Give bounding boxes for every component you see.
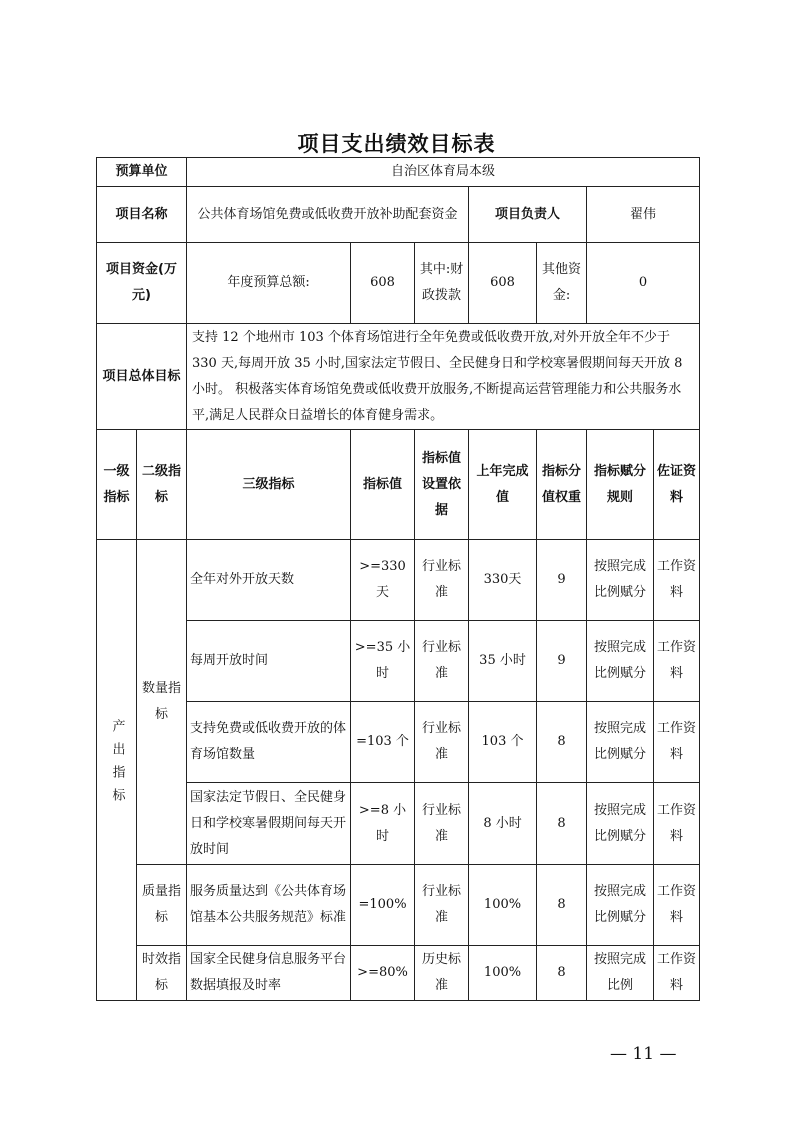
- indicator-name: 国家法定节假日、全民健身日和学校寒暑假期间每天开放时间: [187, 783, 351, 865]
- group-quantity: 数量指标: [137, 540, 187, 865]
- indicator-basis: 行业标准: [415, 702, 469, 783]
- level1-output: 产出指标: [97, 540, 137, 1001]
- budget-unit-value: 自治区体育局本级: [187, 158, 700, 187]
- other-funds-value: 0: [587, 243, 700, 324]
- indicator-weight: 8: [537, 702, 587, 783]
- project-leader-label: 项目负责人: [469, 187, 587, 243]
- header-basis: 指标值设置依据: [415, 430, 469, 540]
- indicator-last: 330天: [469, 540, 537, 621]
- overall-goal-row: [97, 324, 700, 430]
- indicator-evidence: 工作资料: [654, 621, 700, 702]
- indicator-basis: 行业标准: [415, 783, 469, 865]
- project-name-value: 公共体育场馆免费或低收费开放补助配套资金: [187, 187, 469, 243]
- table-row: [97, 783, 700, 865]
- funds-row: [97, 243, 700, 324]
- indicator-weight: 8: [537, 865, 587, 946]
- indicator-weight: 8: [537, 783, 587, 865]
- table-row: [97, 540, 700, 621]
- indicator-last: 8 小时: [469, 783, 537, 865]
- other-funds-label: 其他资金:: [537, 243, 587, 324]
- overall-goal-label: 项目总体目标: [97, 324, 187, 430]
- indicator-value: >=330天: [351, 540, 415, 621]
- indicator-basis: 行业标准: [415, 865, 469, 946]
- indicator-rule: 按照完成比例赋分: [587, 702, 654, 783]
- budget-unit-label: 预算单位: [97, 158, 187, 187]
- indicator-evidence: 工作资料: [654, 946, 700, 1001]
- project-name-label: 项目名称: [97, 187, 187, 243]
- header-level3: 三级指标: [187, 430, 351, 540]
- indicator-name: 每周开放时间: [187, 621, 351, 702]
- indicator-name: 国家全民健身信息服务平台数据填报及时率: [187, 946, 351, 1001]
- funds-label: 项目资金(万元): [97, 243, 187, 324]
- performance-table: [96, 157, 700, 1001]
- project-leader-value: 翟伟: [587, 187, 700, 243]
- indicator-weight: 8: [537, 946, 587, 1001]
- table-row: [97, 702, 700, 783]
- indicator-name: 支持免费或低收费开放的体育场馆数量: [187, 702, 351, 783]
- annual-budget-value: 608: [351, 243, 415, 324]
- group-timeliness: 时效指标: [137, 946, 187, 1001]
- indicator-weight: 9: [537, 621, 587, 702]
- header-weight: 指标分值权重: [537, 430, 587, 540]
- overall-goal-text: 支持 12 个地州市 103 个体育场馆进行全年免费或低收费开放,对外开放全年不少于 330 天,每周开放 35 小时,国家法定节假日、全民健身日和学校寒暑假期间每天开放 8 小时。 积极落实体育场馆免费或低收费开放服务,不断提高运营管理能力和公共服务水平,满足人民群众日益增长的体育健身需求。: [187, 324, 700, 430]
- header-evidence: 佐证资料: [654, 430, 700, 540]
- header-level2: 二级指标: [137, 430, 187, 540]
- indicator-value: >=35 小时: [351, 621, 415, 702]
- table-row: [97, 621, 700, 702]
- indicator-name: 服务质量达到《公共体育场馆基本公共服务规范》标准: [187, 865, 351, 946]
- table-row: [97, 865, 700, 946]
- project-name-row: [97, 187, 700, 243]
- annual-budget-label: 年度预算总额:: [187, 243, 351, 324]
- indicator-basis: 行业标准: [415, 540, 469, 621]
- indicator-value: =103 个: [351, 702, 415, 783]
- indicator-evidence: 工作资料: [654, 865, 700, 946]
- indicator-basis: 历史标准: [415, 946, 469, 1001]
- indicator-evidence: 工作资料: [654, 783, 700, 865]
- budget-unit-row: [97, 158, 700, 187]
- header-row: [97, 430, 700, 540]
- indicator-last: 35 小时: [469, 621, 537, 702]
- group-quality: 质量指标: [137, 865, 187, 946]
- indicator-value: >=8 小时: [351, 783, 415, 865]
- header-last-year: 上年完成值: [469, 430, 537, 540]
- indicator-rule: 按照完成比例赋分: [587, 540, 654, 621]
- indicator-rule: 按照完成比例赋分: [587, 865, 654, 946]
- fiscal-value: 608: [469, 243, 537, 324]
- page-number: — 11 —: [610, 1044, 677, 1064]
- indicator-rule: 按照完成比例赋分: [587, 621, 654, 702]
- header-level1: 一级指标: [97, 430, 137, 540]
- indicator-evidence: 工作资料: [654, 540, 700, 621]
- fiscal-label: 其中:财政拨款: [415, 243, 469, 324]
- header-value: 指标值: [351, 430, 415, 540]
- page-title: 项目支出绩效目标表: [297, 132, 496, 156]
- table-row: [97, 946, 700, 1001]
- indicator-weight: 9: [537, 540, 587, 621]
- indicator-last: 100%: [469, 865, 537, 946]
- indicator-rule: 按照完成比例: [587, 946, 654, 1001]
- indicator-evidence: 工作资料: [654, 702, 700, 783]
- indicator-value: =100%: [351, 865, 415, 946]
- indicator-name: 全年对外开放天数: [187, 540, 351, 621]
- indicator-rule: 按照完成比例赋分: [587, 783, 654, 865]
- header-rule: 指标赋分规则: [587, 430, 654, 540]
- indicator-last: 100%: [469, 946, 537, 1001]
- indicator-basis: 行业标准: [415, 621, 469, 702]
- indicator-last: 103 个: [469, 702, 537, 783]
- indicator-value: >=80%: [351, 946, 415, 1001]
